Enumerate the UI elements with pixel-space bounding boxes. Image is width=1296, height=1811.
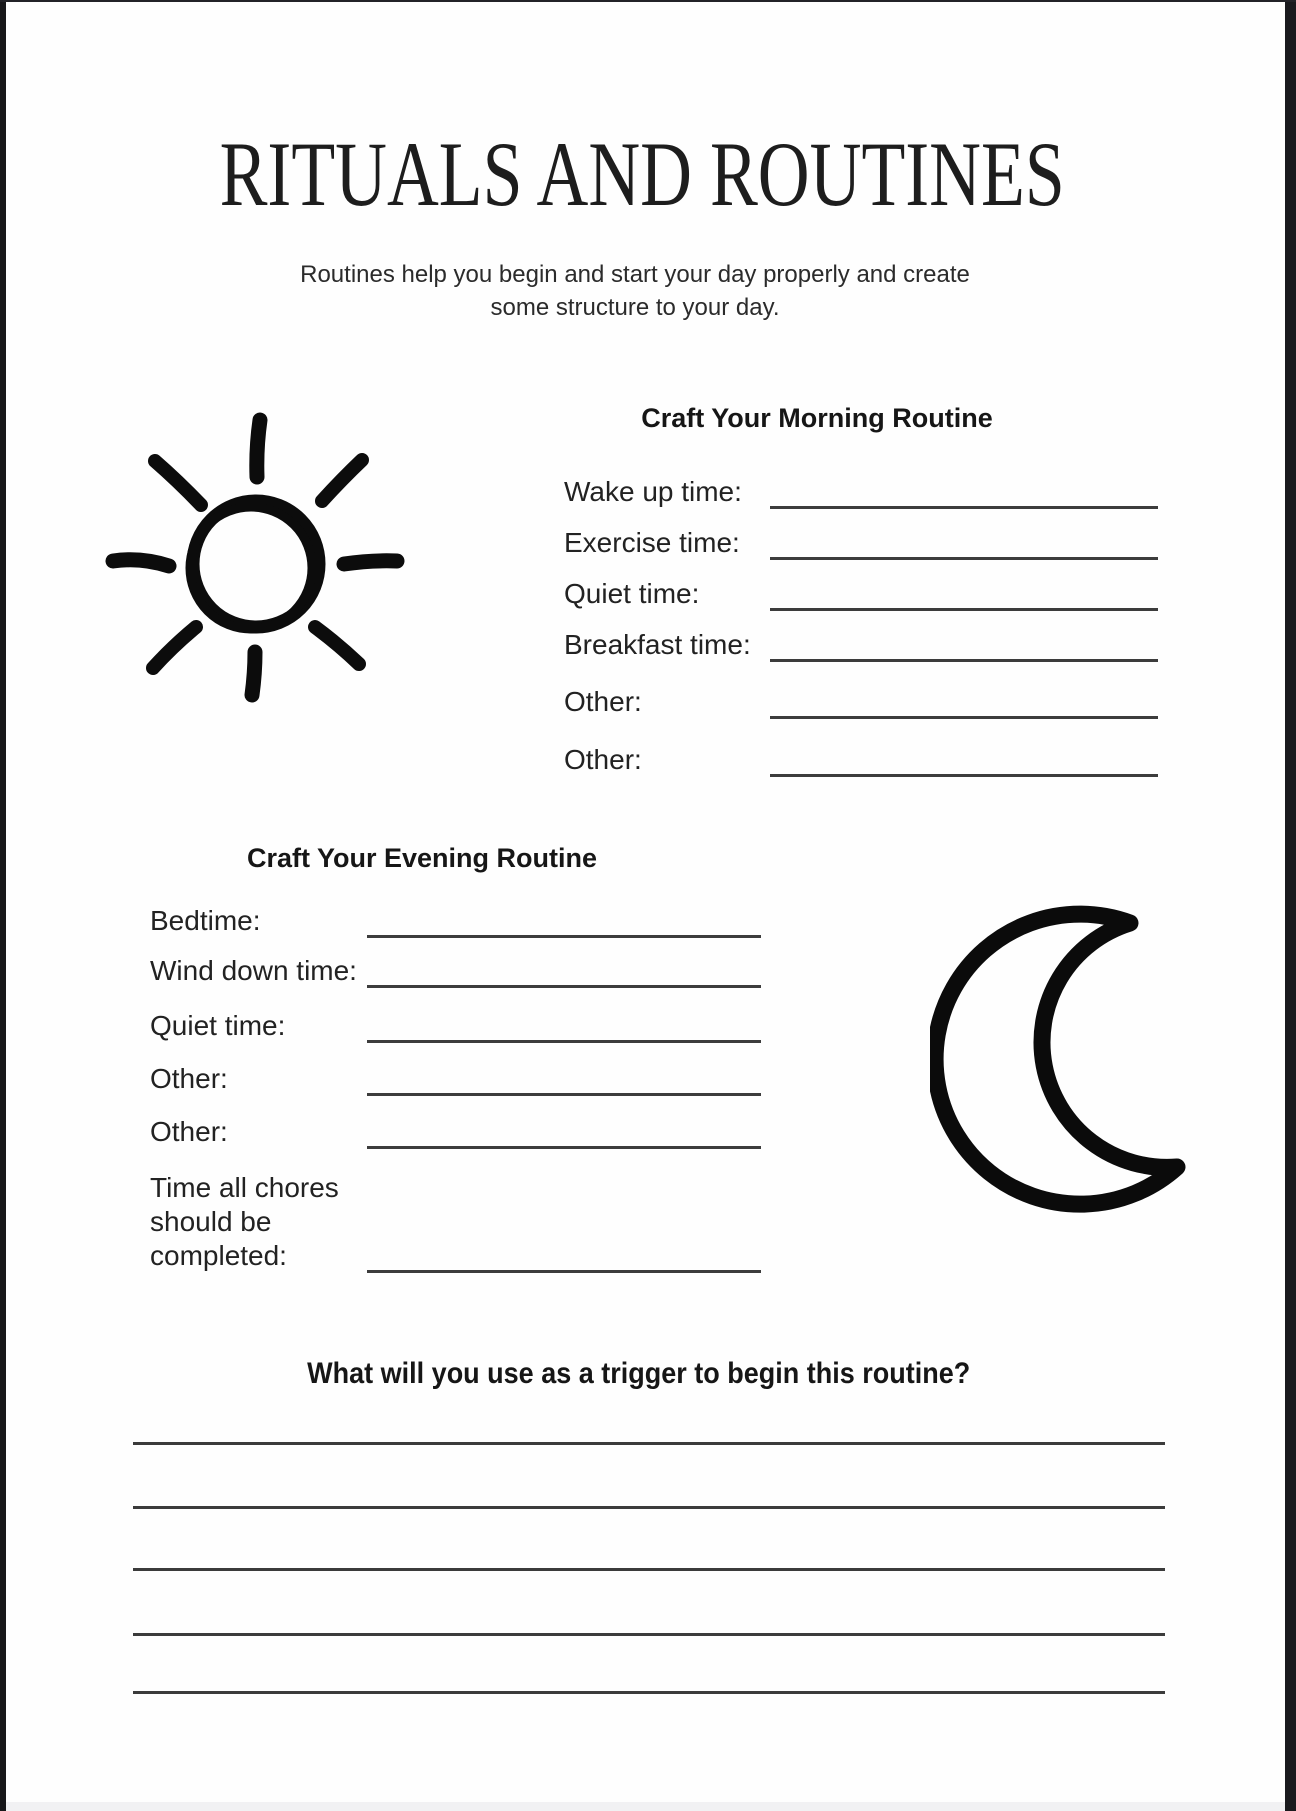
trigger-answer-line-5[interactable] — [133, 1691, 1165, 1694]
morning-field-other2-line[interactable] — [770, 774, 1158, 777]
evening-field-bedtime-label: Bedtime: — [150, 905, 261, 936]
morning-field-breakfast-label: Breakfast time: — [564, 629, 751, 660]
evening-field-chores-label-line3: completed: — [150, 1240, 287, 1271]
evening-field-other2-line[interactable] — [367, 1146, 761, 1149]
morning-field-exercise-line[interactable] — [770, 557, 1158, 560]
evening-field-other1-label: Other: — [150, 1063, 228, 1094]
sun-icon — [90, 400, 410, 710]
evening-section-heading: Craft Your Evening Routine — [246, 843, 598, 873]
evening-field-other2-label: Other: — [150, 1116, 228, 1147]
evening-field-bedtime-line[interactable] — [367, 935, 761, 938]
trigger-answer-line-4[interactable] — [133, 1633, 1165, 1636]
page-subtitle — [0, 258, 1270, 324]
page-right-edge-bar — [1285, 0, 1296, 1811]
page-title: RITUALS AND ROUTINES — [219, 123, 1065, 225]
evening-field-quiet-label: Quiet time: — [150, 1010, 286, 1041]
morning-field-quiet-line[interactable] — [770, 608, 1158, 611]
evening-field-other1-line[interactable] — [367, 1093, 761, 1096]
page-bottom-strip — [6, 1802, 1285, 1811]
evening-field-wind-down-line[interactable] — [367, 985, 761, 988]
morning-field-exercise-label: Exercise time: — [564, 527, 740, 558]
moon-icon — [930, 895, 1230, 1225]
evening-field-quiet-line[interactable] — [367, 1040, 761, 1043]
evening-field-chores-label-line2: should be — [150, 1206, 272, 1237]
morning-field-other2-label: Other: — [564, 744, 642, 775]
page-subtitle-line1: Routines help you begin and start your day properly and create — [300, 261, 970, 288]
evening-field-chores-label — [150, 1171, 339, 1273]
trigger-answer-line-1[interactable] — [133, 1442, 1165, 1445]
morning-field-wake-up-line[interactable] — [770, 506, 1158, 509]
morning-field-breakfast-line[interactable] — [770, 659, 1158, 662]
page-subtitle-line2: some structure to your day. — [490, 294, 780, 321]
morning-field-other1-label: Other: — [564, 686, 642, 717]
morning-section-heading: Craft Your Morning Routine — [641, 403, 993, 433]
trigger-question: What will you use as a trigger to begin this routine? — [307, 1357, 971, 1390]
morning-field-quiet-label: Quiet time: — [564, 578, 700, 609]
trigger-answer-line-3[interactable] — [133, 1568, 1165, 1571]
page-top-edge-line — [0, 0, 1296, 2]
evening-field-wind-down-label: Wind down time: — [150, 955, 357, 986]
morning-field-wake-up-label: Wake up time: — [564, 476, 742, 507]
evening-field-chores-line[interactable] — [367, 1270, 761, 1273]
trigger-answer-line-2[interactable] — [133, 1506, 1165, 1509]
morning-field-other1-line[interactable] — [770, 716, 1158, 719]
evening-field-chores-label-line1: Time all chores — [150, 1172, 339, 1203]
